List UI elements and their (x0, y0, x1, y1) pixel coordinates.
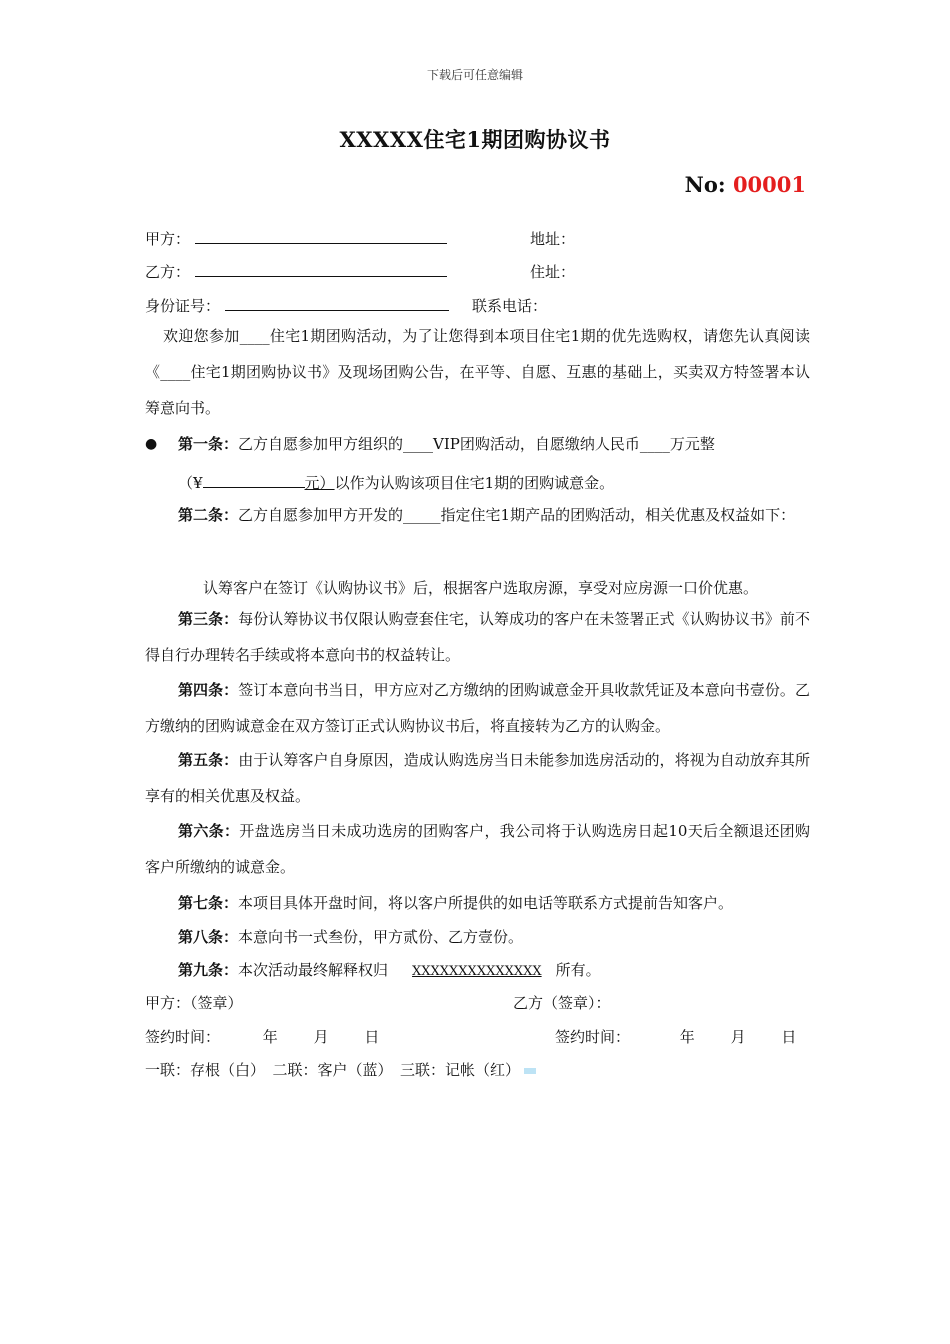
party-a-day: 日 (364, 1028, 380, 1046)
party-b-month: 月 (730, 1028, 746, 1046)
article-3-head: 第三条： (178, 610, 239, 628)
id-label: 身份证号： (145, 297, 221, 315)
document-title: XXXXX住宅1期团购协议书 (339, 127, 611, 152)
copies-row (145, 1059, 536, 1080)
article-5-text: 由于认筹客户自身原因，造成认购选房当日未能参加选房活动的，将视为自动放弃其所享有的相关优惠及权益。 (145, 751, 810, 805)
article-2-text-2: 指定住宅1期产品的团购活动，相关优惠及权益如下： (440, 506, 796, 524)
party-a-label: 甲方： (145, 230, 191, 248)
party-a-sign-time (145, 1026, 379, 1047)
article-6-head: 第六条： (178, 822, 240, 840)
header-note: 下载后可任意编辑 (426, 68, 523, 82)
phone-label: 联系电话： (472, 297, 548, 315)
party-b-year: 年 (679, 1028, 695, 1046)
id-row (145, 295, 449, 316)
article-2-blank: _____ (403, 506, 441, 524)
article-9-text-1: 本次活动最终解释权归 (238, 961, 389, 979)
article-5 (145, 742, 810, 814)
intro-text-3: 住宅1期团购协议书》及现场团购公告，在平等、自愿、互惠的基础上，买卖双方特签署本认筹意向书。 (145, 363, 810, 417)
bullet-icon: ● (145, 436, 158, 452)
article-2-detail: 认筹客户在签订《认购协议书》后，根据客户选取房源，享受对应房源一口价优惠。 (203, 579, 759, 597)
article-1-text-3: 万元整 (669, 435, 715, 453)
party-a-year: 年 (262, 1028, 278, 1046)
party-b-row (145, 261, 447, 282)
article-1-head: 第一条： (178, 435, 239, 453)
party-b-signature: 乙方（签章）： (513, 994, 611, 1012)
article-7-text: 本项目具体开盘时间，将以客户所提供的如电话等联系方式提前告知客户。 (238, 894, 734, 912)
party-a-blank (195, 229, 447, 244)
article-6-text: 开盘选房当日未成功选房的团购客户，我公司将于认购选房日起10天后全额退还团购客户所缴纳的诚意金。 (145, 822, 810, 876)
article-3-text: 每份认筹协议书仅限认购壹套住宅，认筹成功的客户在未签署正式《认购协议书》前不得自行办理转名手续或将本意向书的权益转让。 (145, 610, 810, 664)
party-a-address-label: 地址： (530, 230, 576, 248)
article-7 (178, 892, 733, 913)
article-1-amount-open: （¥ (178, 474, 203, 492)
party-b-blank (195, 262, 447, 277)
article-1-text-4: 以作为认购该项目住宅1期的团购诚意金。 (334, 474, 615, 492)
article-4-text: 签订本意向书当日，甲方应对乙方缴纳的团购诚意金开具收款凭证及本意向书壹份。乙方缴纳的团购诚意金在双方签订正式认购协议书后，将直接转为乙方的认购金。 (145, 681, 810, 735)
article-5-head: 第五条： (178, 751, 239, 769)
article-8-head: 第八条： (178, 928, 239, 946)
article-3 (145, 601, 810, 673)
party-b-label: 乙方： (145, 263, 191, 281)
article-2 (145, 497, 810, 533)
article-7-head: 第七条： (178, 894, 239, 912)
article-2-head: 第二条： (178, 506, 239, 524)
article-1-amount-close: 元） (304, 474, 335, 492)
party-b-time-label: 签约时间： (555, 1028, 631, 1046)
article-6 (145, 813, 810, 885)
intro-text-1: 欢迎您参加 (163, 327, 240, 345)
document-number (685, 172, 806, 197)
article-9-owner: XXXXXXXXXXXXXX (412, 964, 542, 979)
article-1-text-2: VIP团购活动，自愿缴纳人民币 (433, 435, 640, 453)
party-b-day: 日 (781, 1028, 797, 1046)
article-1 (178, 426, 810, 462)
intro-paragraph (145, 318, 810, 426)
article-9 (178, 959, 601, 980)
party-b-sign-time (555, 1026, 796, 1047)
article-4 (145, 672, 810, 744)
article-1-blank-2: ____ (639, 435, 670, 453)
intro-blank-1: ____ (239, 327, 270, 345)
article-8-text: 本意向书一式叁份，甲方贰份、乙方壹份。 (238, 928, 524, 946)
id-blank (225, 296, 449, 311)
copies-text: 一联：存根（白） 二联：客户（蓝） 三联：记帐（红） (145, 1061, 521, 1079)
article-1-text-1: 乙方自愿参加甲方组织的 (238, 435, 404, 453)
article-1-blank-1: ____ (403, 435, 434, 453)
party-a-signature: 甲方：（签章） (145, 994, 243, 1012)
article-1-amount-blank (203, 473, 305, 488)
doc-no-label: No: (684, 172, 726, 197)
party-b-address-label: 住址： (530, 263, 576, 281)
highlight-marker (524, 1068, 536, 1074)
article-2-text-1: 乙方自愿参加甲方开发的 (238, 506, 404, 524)
doc-no-value: 00001 (732, 172, 806, 197)
party-a-row (145, 228, 447, 249)
article-9-head: 第九条： (178, 961, 239, 979)
party-a-month: 月 (313, 1028, 329, 1046)
article-9-text-2: 所有。 (555, 961, 601, 979)
party-a-time-label: 签约时间： (145, 1028, 221, 1046)
intro-text-2: 住宅1期团购活动，为了让您得到本项目住宅1期的优先选购权，请您先认真阅读《 (145, 327, 810, 381)
article-4-head: 第四条： (178, 681, 239, 699)
article-1-line-2 (178, 472, 614, 493)
intro-blank-2: ____ (160, 363, 191, 381)
article-8 (178, 926, 523, 947)
